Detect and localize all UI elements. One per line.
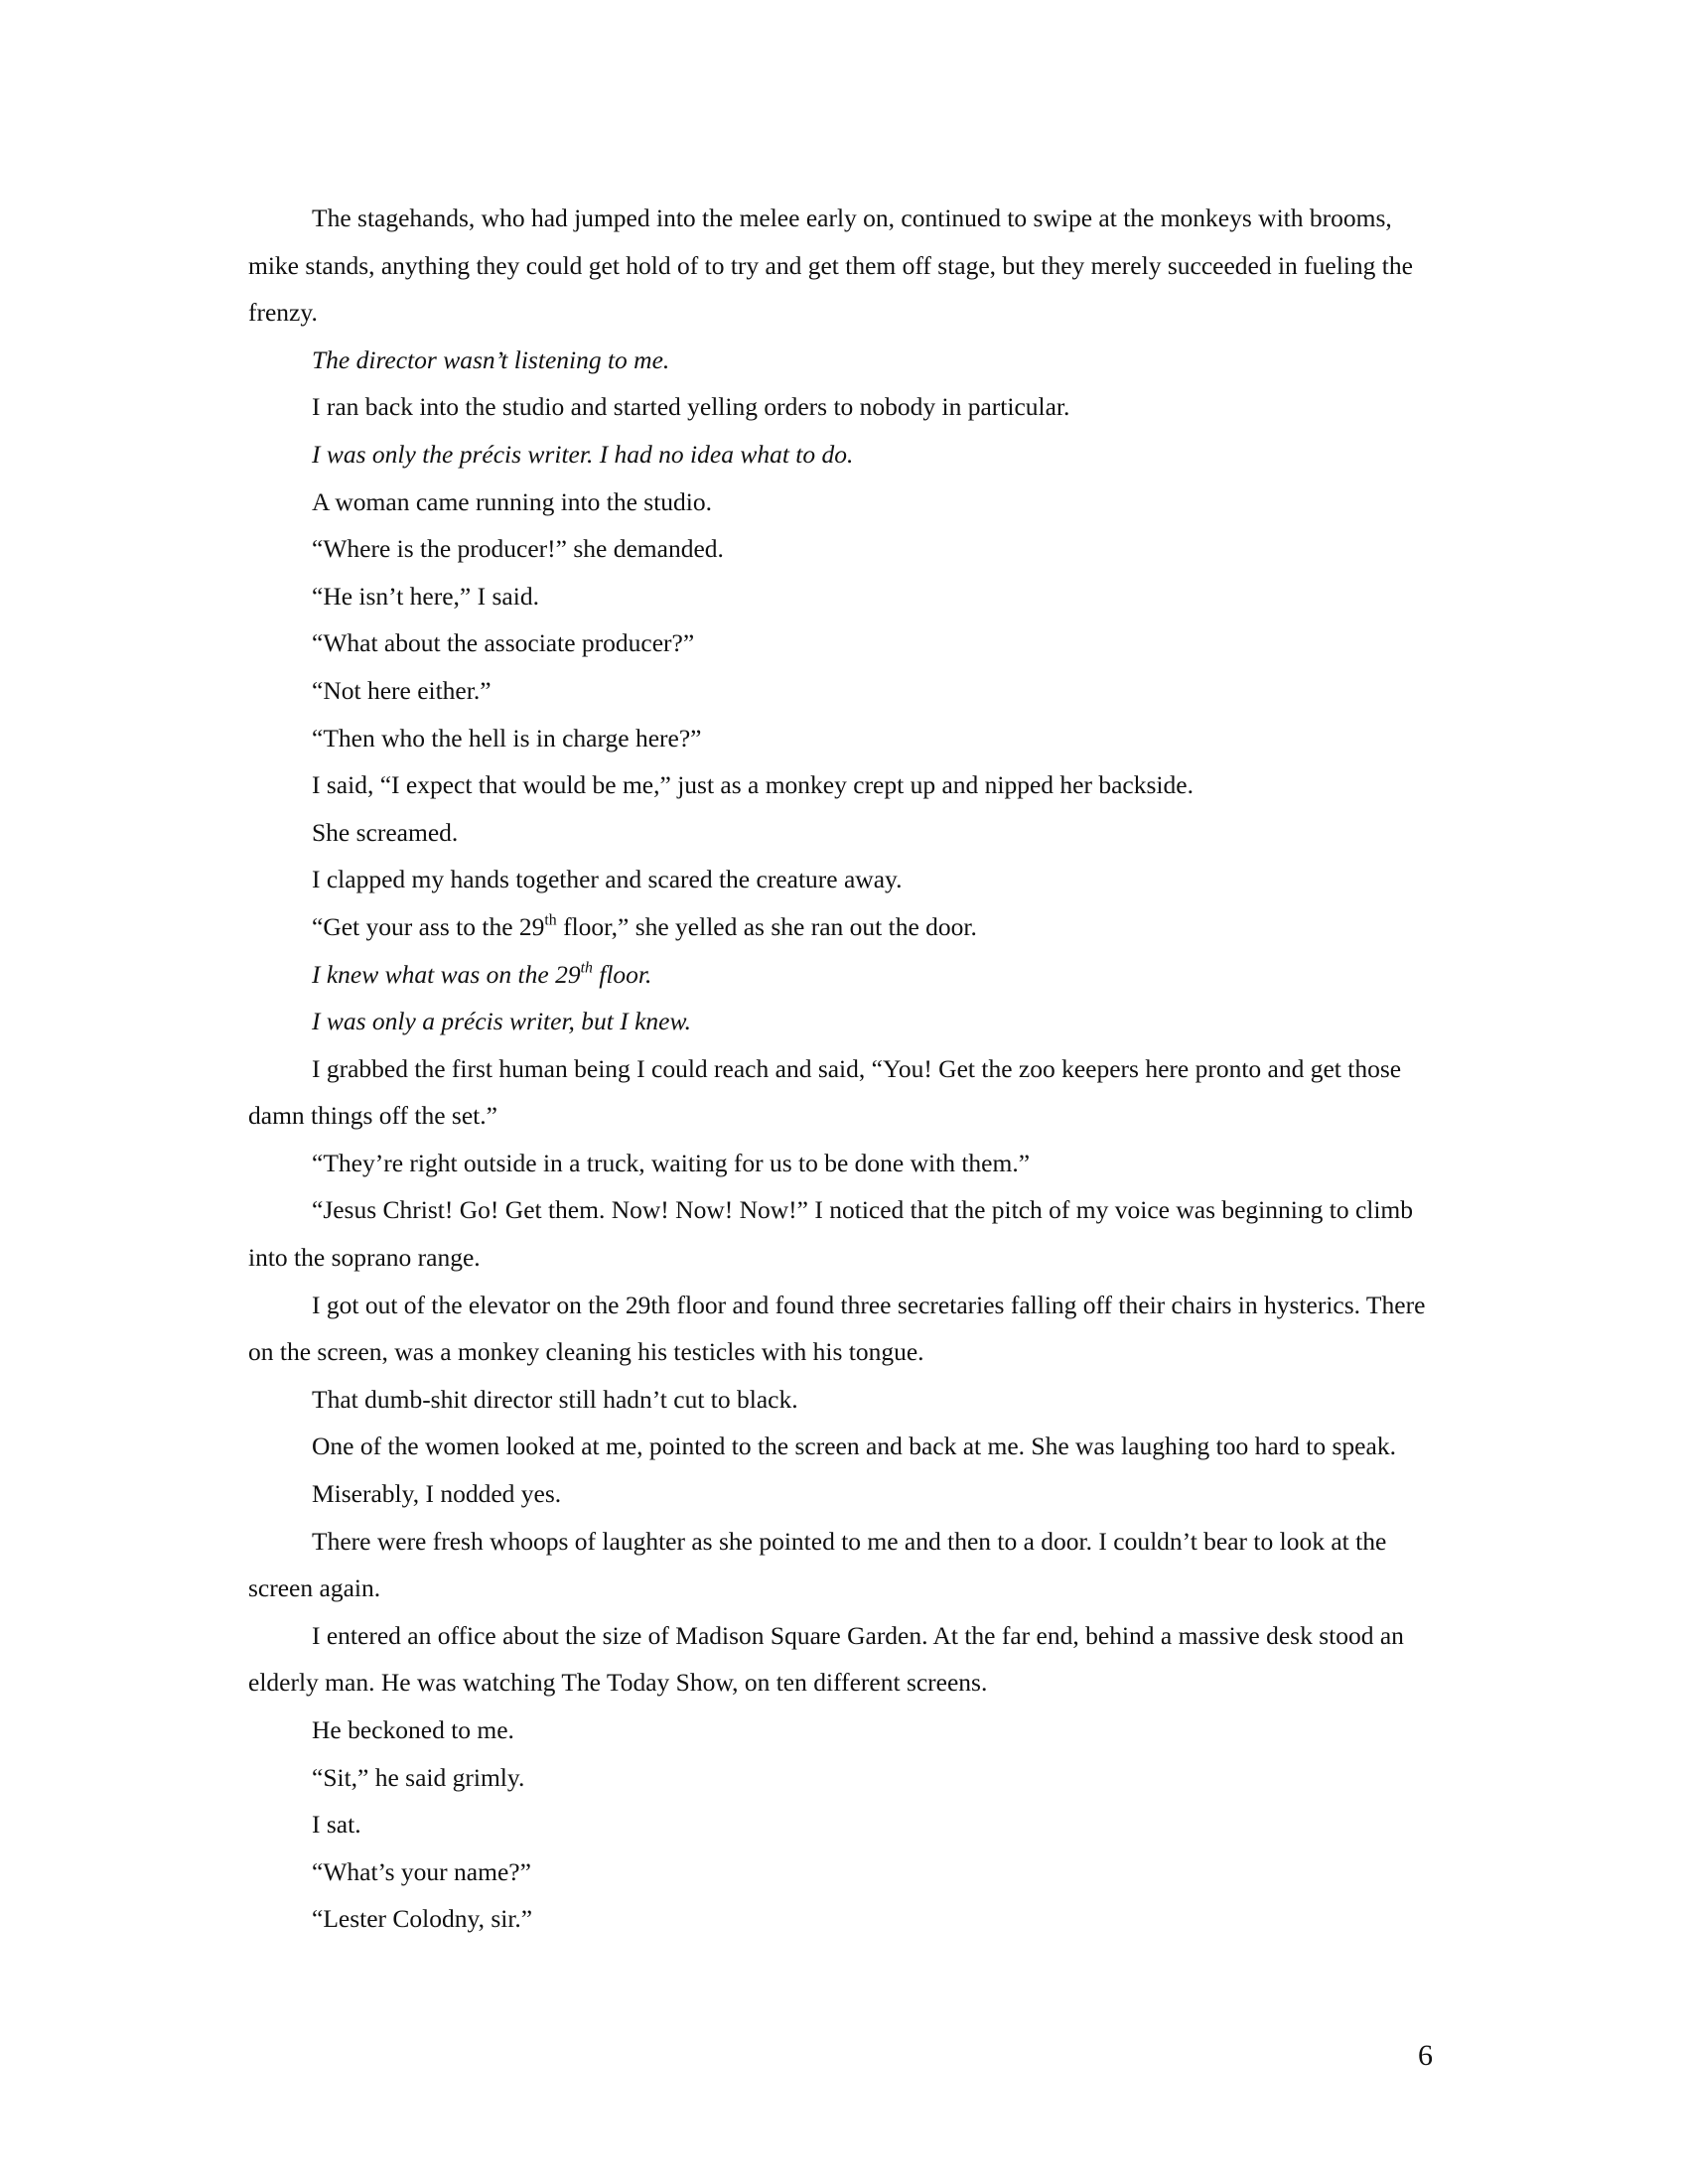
- paragraph: “They’re right outside in a truck, waiting for us to be done with them.”: [312, 1148, 1031, 1177]
- paragraph: I grabbed the first human being I could reach and said, “You! Get the zoo keepers here pronto and get those damn things off the set.”: [248, 1053, 1402, 1131]
- paragraph: “What about the associate producer?”: [312, 628, 695, 658]
- paragraph: He beckoned to me.: [312, 1715, 514, 1744]
- paragraph: “Where is the producer!” she demanded.: [312, 534, 724, 564]
- paragraph: The stagehands, who had jumped into the melee early on, continued to swipe at the monkeys with brooms, mike stands, anything they could get hold of to try and get them off stage, but they merely succeeded in fueling the frenzy.: [248, 204, 1413, 328]
- paragraph: Miserably, I nodded yes.: [312, 1479, 562, 1509]
- paragraph: She screamed.: [312, 817, 459, 847]
- paragraph: “Sit,” he said grimly.: [312, 1762, 525, 1792]
- paragraph: I sat.: [312, 1810, 361, 1840]
- paragraph: I said, “I expect that would be me,” just as a monkey crept up and nipped her backside.: [312, 770, 1194, 800]
- paragraph: One of the women looked at me, pointed to the screen and back at me. She was laughing too hard to speak.: [312, 1432, 1396, 1461]
- paragraph-italic: The director wasn’t listening to me.: [312, 344, 670, 374]
- manuscript-page-body: [248, 195, 1440, 1943]
- paragraph: “Then who the hell is in charge here?”: [312, 723, 702, 752]
- paragraph: “Jesus Christ! Go! Get them. Now! Now! Now!” I noticed that the pitch of my voice was beginning to climb into the soprano range.: [248, 1195, 1414, 1273]
- page-number: 6: [1418, 2039, 1433, 2072]
- paragraph-text: “Get your ass to the 29: [312, 911, 545, 941]
- paragraph: A woman came running into the studio.: [312, 486, 712, 516]
- paragraph: I entered an office about the size of Madison Square Garden. At the far end, behind a massive desk stood an elderly man. He was watching The Today Show, on ten different screens.: [248, 1620, 1404, 1698]
- paragraph: [248, 903, 1440, 951]
- ordinal-superscript: th: [544, 911, 557, 929]
- paragraph-text-continued: floor.: [592, 959, 652, 989]
- paragraph-italic: I was only a précis writer, but I knew.: [312, 1007, 691, 1036]
- ordinal-superscript: th: [580, 959, 593, 977]
- paragraph: That dumb-shit director still hadn’t cut to black.: [312, 1384, 798, 1414]
- paragraph: There were fresh whoops of laughter as she pointed to me and then to a door. I couldn’t bear to look at the screen again.: [248, 1526, 1387, 1603]
- paragraph-text: I knew what was on the 29: [312, 959, 581, 989]
- paragraph: “Lester Colodny, sir.”: [312, 1904, 533, 1934]
- paragraph: “Not here either.”: [312, 675, 492, 705]
- paragraph: I ran back into the studio and started yelling orders to nobody in particular.: [312, 392, 1070, 422]
- paragraph: “He isn’t here,” I said.: [312, 581, 539, 611]
- paragraph: I clapped my hands together and scared the creature away.: [312, 865, 903, 894]
- paragraph-italic: I was only the précis writer. I had no idea what to do.: [312, 439, 854, 469]
- paragraph: I got out of the elevator on the 29th floor and found three secretaries falling off their chairs in hysterics. There on the screen, was a monkey cleaning his testicles with his tongue.: [248, 1290, 1426, 1367]
- paragraph-text-continued: floor,” she yelled as she ran out the door.: [556, 911, 977, 941]
- paragraph-italic: [248, 951, 1440, 999]
- paragraph: “What’s your name?”: [312, 1856, 531, 1886]
